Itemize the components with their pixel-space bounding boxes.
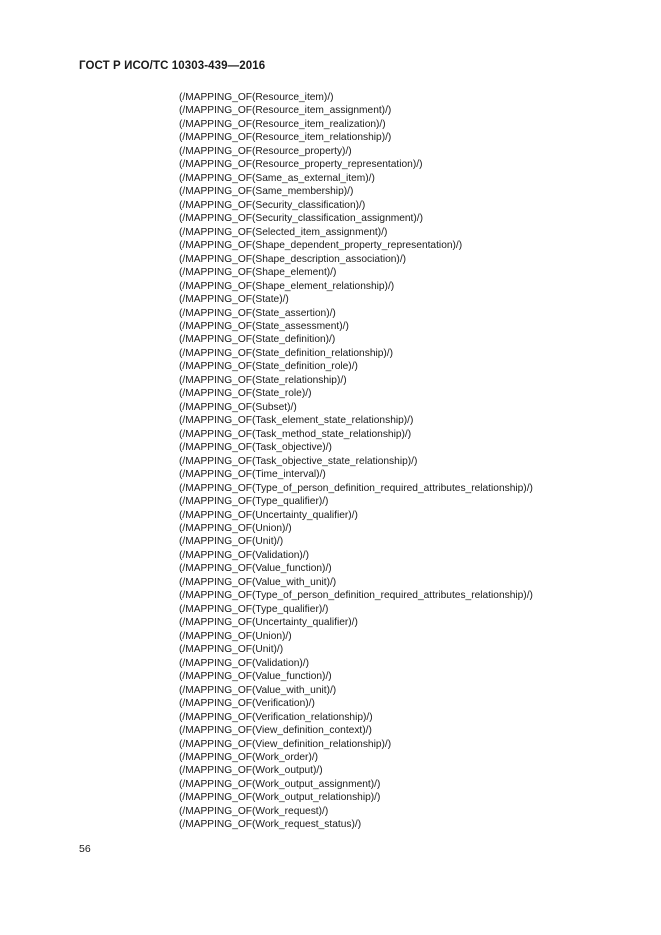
page-number: 56	[79, 843, 91, 855]
mapping-line: (/MAPPING_OF(Resource_item)/)	[179, 92, 334, 103]
mapping-line: (/MAPPING_OF(Time_interval)/)	[179, 469, 326, 481]
mapping-line: (/MAPPING_OF(Value_with_unit)/)	[179, 684, 337, 696]
mapping-line: (/MAPPING_OF(Selected_item_assignment)/)	[179, 226, 388, 238]
mapping-line: (/MAPPING_OF(Task_element_state_relationship)/)	[179, 415, 414, 427]
mapping-line: (/MAPPING_OF(Work_output_relationship)/)	[179, 792, 381, 804]
mapping-line: (/MAPPING_OF(Union)/)	[179, 630, 292, 642]
mapping-line: (/MAPPING_OF(Work_output)/)	[179, 765, 323, 777]
mapping-line: (/MAPPING_OF(State_assessment)/)	[179, 320, 349, 332]
mapping-line: (/MAPPING_OF(State_definition_role)/)	[179, 361, 358, 373]
mapping-line: (/MAPPING_OF(Shape_element_relationship)/)	[179, 280, 395, 292]
mapping-line: (/MAPPING_OF(Resource_property)/)	[179, 145, 352, 157]
mapping-line: (/MAPPING_OF(Shape_element)/)	[179, 267, 337, 279]
mapping-line: (/MAPPING_OF(Same_membership)/)	[179, 186, 354, 198]
mapping-line: (/MAPPING_OF(Verification_relationship)/)	[179, 711, 373, 723]
mapping-line: (/MAPPING_OF(View_definition_relationship)/)	[179, 738, 392, 750]
mapping-line: (/MAPPING_OF(Unit)/)	[179, 644, 284, 656]
mapping-line: (/MAPPING_OF(Uncertainty_qualifier)/)	[179, 617, 358, 629]
mapping-line: (/MAPPING_OF(Union)/)	[179, 523, 292, 534]
mapping-line: (/MAPPING_OF(Resource_property_representation)/)	[179, 159, 423, 171]
mapping-line: (/MAPPING_OF(Resource_item_relationship)/)	[179, 132, 392, 144]
mapping-line: (/MAPPING_OF(View_definition_context)/)	[179, 725, 372, 737]
mapping-line: (/MAPPING_OF(Validation)/)	[179, 657, 310, 669]
mapping-line: (/MAPPING_OF(State)/)	[179, 294, 289, 306]
mapping-line: (/MAPPING_OF(Shape_description_association)/)	[179, 253, 407, 265]
mapping-line: (/MAPPING_OF(Type_of_person_definition_required_attributes_relationship)/)	[179, 590, 533, 602]
mapping-line: (/MAPPING_OF(State_assertion)/)	[179, 307, 336, 319]
mapping-line: (/MAPPING_OF(Work_request)/)	[179, 805, 329, 817]
mapping-line: (/MAPPING_OF(Resource_item_realization)/)	[179, 118, 386, 130]
mapping-line: (/MAPPING_OF(Work_request_status)/)	[179, 819, 362, 831]
mapping-line: (/MAPPING_OF(Value_function)/)	[179, 563, 332, 575]
mapping-line: (/MAPPING_OF(Type_qualifier)/)	[179, 603, 329, 615]
mapping-line: (/MAPPING_OF(State_relationship)/)	[179, 374, 347, 386]
mapping-line: (/MAPPING_OF(Resource_item_assignment)/)	[179, 105, 392, 117]
mapping-line: (/MAPPING_OF(Value_function)/)	[179, 671, 332, 683]
mapping-line: (/MAPPING_OF(State_definition)/)	[179, 334, 336, 346]
mapping-line: (/MAPPING_OF(Same_as_external_item)/)	[179, 172, 375, 184]
mapping-line: (/MAPPING_OF(Security_classification_assignment)/)	[179, 213, 424, 225]
mapping-line: (/MAPPING_OF(Validation)/)	[179, 549, 310, 561]
mapping-line: (/MAPPING_OF(Work_output_assignment)/)	[179, 778, 381, 790]
mapping-line: (/MAPPING_OF(Subset)/)	[179, 401, 297, 413]
document-header: ГОСТ Р ИСО/ТС 10303-439—2016	[79, 60, 266, 72]
mapping-line: (/MAPPING_OF(Verification)/)	[179, 698, 315, 710]
mapping-line: (/MAPPING_OF(Type_qualifier)/)	[179, 496, 329, 508]
mapping-line: (/MAPPING_OF(State_definition_relationship)/)	[179, 347, 394, 359]
mapping-line: (/MAPPING_OF(State_role)/)	[179, 388, 312, 400]
mapping-line: (/MAPPING_OF(Value_with_unit)/)	[179, 576, 337, 588]
mapping-line: (/MAPPING_OF(Task_objective)/)	[179, 442, 332, 454]
mapping-list	[179, 91, 533, 832]
mapping-line: (/MAPPING_OF(Task_objective_state_relationship)/)	[179, 455, 418, 467]
mapping-line: (/MAPPING_OF(Type_of_person_definition_required_attributes_relationship)/)	[179, 482, 533, 494]
mapping-line: (/MAPPING_OF(Uncertainty_qualifier)/)	[179, 509, 358, 521]
mapping-line: (/MAPPING_OF(Security_classification)/)	[179, 199, 366, 211]
mapping-line: (/MAPPING_OF(Shape_dependent_property_representation)/)	[179, 240, 463, 252]
mapping-line: (/MAPPING_OF(Unit)/)	[179, 536, 284, 548]
mapping-line: (/MAPPING_OF(Task_method_state_relationship)/)	[179, 428, 412, 440]
mapping-line: (/MAPPING_OF(Work_order)/)	[179, 751, 319, 763]
